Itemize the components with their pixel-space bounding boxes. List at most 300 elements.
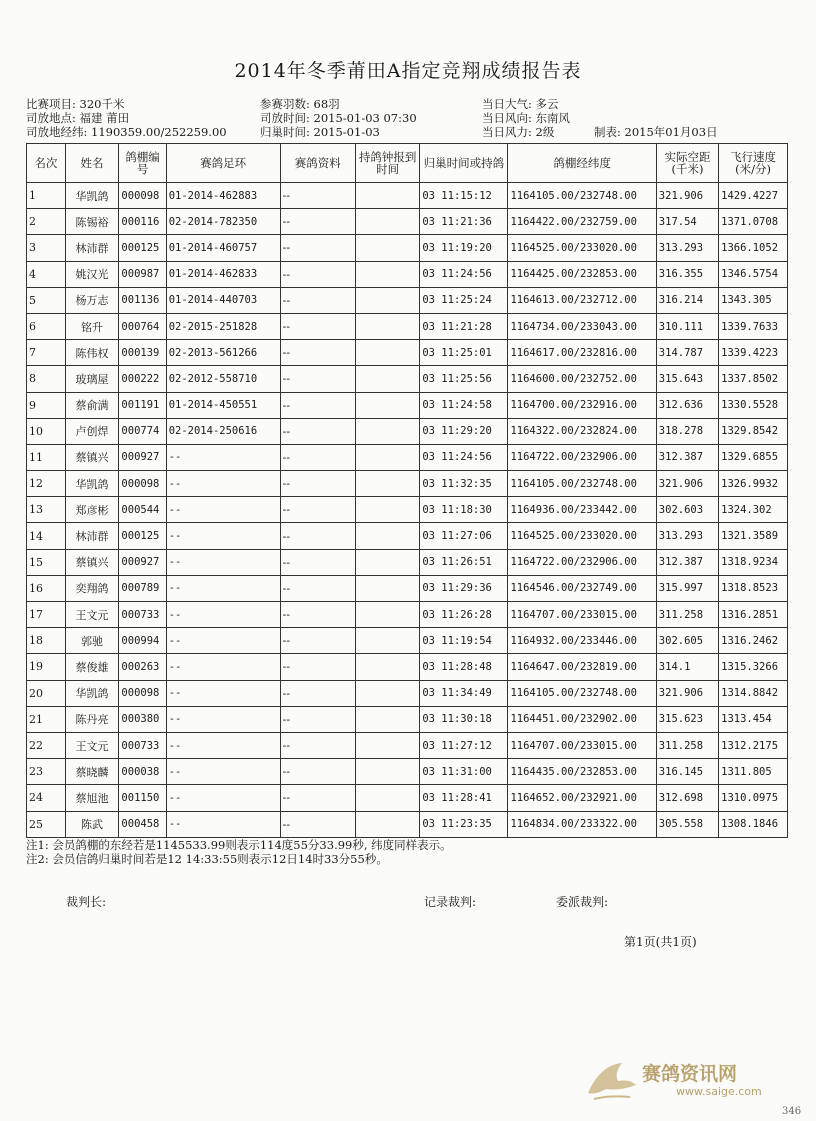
cell-rank: 16 [27, 575, 66, 601]
cell-info: -- [280, 444, 355, 470]
table-row [27, 628, 788, 654]
table-body [27, 183, 788, 838]
cell-coordinates: 1164613.00/232712.00 [508, 287, 656, 313]
cell-rank: 19 [27, 654, 66, 680]
cell-loft-id: 000789 [119, 575, 166, 601]
cell-arrival-time: 03 11:25:01 [420, 340, 508, 366]
cell-clock-time [355, 759, 419, 785]
cell-ring: -- [166, 444, 280, 470]
cell-info: -- [280, 183, 355, 209]
cell-distance: 321.906 [656, 183, 718, 209]
cell-rank: 14 [27, 523, 66, 549]
cell-loft-id: 000987 [119, 261, 166, 287]
cell-arrival-time: 03 11:32:35 [420, 471, 508, 497]
cell-info: -- [280, 654, 355, 680]
cell-name: 王文元 [65, 732, 119, 758]
cell-coordinates: 1164617.00/232816.00 [508, 340, 656, 366]
cell-info: -- [280, 209, 355, 235]
cell-rank: 25 [27, 811, 66, 837]
cell-rank: 20 [27, 680, 66, 706]
meta-column-race [26, 97, 227, 139]
cell-loft-id: 000733 [119, 602, 166, 628]
cell-coordinates: 1164722.00/232906.00 [508, 549, 656, 575]
cell-info: -- [280, 340, 355, 366]
header-name: 姓名 [65, 144, 119, 183]
cell-ring: -- [166, 471, 280, 497]
cell-rank: 12 [27, 471, 66, 497]
cell-ring: -- [166, 628, 280, 654]
cell-info: -- [280, 235, 355, 261]
cell-info: -- [280, 313, 355, 339]
cell-clock-time [355, 471, 419, 497]
cell-loft-id: 000733 [119, 732, 166, 758]
cell-speed: 1318.9234 [719, 549, 788, 575]
cell-loft-id: 000994 [119, 628, 166, 654]
cell-speed: 1330.5528 [719, 392, 788, 418]
cell-info: -- [280, 392, 355, 418]
watermark-url: www.saige.com [676, 1085, 762, 1098]
table-row [27, 392, 788, 418]
cell-ring: 02-2015-251828 [166, 313, 280, 339]
cell-name: 蔡旭池 [65, 785, 119, 811]
cell-name: 华凯鸽 [65, 471, 119, 497]
cell-rank: 17 [27, 602, 66, 628]
cell-rank: 2 [27, 209, 66, 235]
cell-name: 铭升 [65, 313, 119, 339]
cell-loft-id: 001136 [119, 287, 166, 313]
cell-speed: 1310.0975 [719, 785, 788, 811]
cell-info: -- [280, 732, 355, 758]
cell-name: 陈武 [65, 811, 119, 837]
cell-ring: -- [166, 575, 280, 601]
cell-distance: 315.997 [656, 575, 718, 601]
cell-name: 蔡俊雄 [65, 654, 119, 680]
cell-name: 姚汉光 [65, 261, 119, 287]
cell-rank: 22 [27, 732, 66, 758]
cell-info: -- [280, 785, 355, 811]
cell-ring: -- [166, 602, 280, 628]
cell-arrival-time: 03 11:19:54 [420, 628, 508, 654]
cell-speed: 1318.8523 [719, 575, 788, 601]
cell-coordinates: 1164525.00/233020.00 [508, 235, 656, 261]
cell-arrival-time: 03 11:29:20 [420, 418, 508, 444]
cell-clock-time [355, 392, 419, 418]
cell-speed: 1313.454 [719, 706, 788, 732]
cell-arrival-time: 03 11:21:28 [420, 313, 508, 339]
table-row [27, 235, 788, 261]
cell-rank: 9 [27, 392, 66, 418]
meta-return-date: 归巢时间: 2015-01-03 [260, 125, 380, 139]
cell-rank: 15 [27, 549, 66, 575]
cell-info: -- [280, 366, 355, 392]
cell-arrival-time: 03 11:30:18 [420, 706, 508, 732]
cell-arrival-time: 03 11:25:56 [420, 366, 508, 392]
cell-speed: 1366.1052 [719, 235, 788, 261]
cell-arrival-time: 03 11:24:56 [420, 261, 508, 287]
meta-made-date: 制表: 2015年01月03日 [594, 125, 718, 139]
cell-info: -- [280, 471, 355, 497]
cell-coordinates: 1164834.00/233322.00 [508, 811, 656, 837]
cell-clock-time [355, 418, 419, 444]
cell-arrival-time: 03 11:28:48 [420, 654, 508, 680]
cell-loft-id: 000927 [119, 444, 166, 470]
cell-coordinates: 1164435.00/232853.00 [508, 759, 656, 785]
cell-loft-id: 000098 [119, 471, 166, 497]
cell-rank: 18 [27, 628, 66, 654]
cell-ring: -- [166, 785, 280, 811]
cell-ring: 01-2014-462883 [166, 183, 280, 209]
cell-loft-id: 000380 [119, 706, 166, 732]
table-row [27, 313, 788, 339]
cell-rank: 23 [27, 759, 66, 785]
cell-arrival-time: 03 11:18:30 [420, 497, 508, 523]
cell-speed: 1371.0708 [719, 209, 788, 235]
cell-arrival-time: 03 11:34:49 [420, 680, 508, 706]
cell-name: 陈锡裕 [65, 209, 119, 235]
cell-coordinates: 1164105.00/232748.00 [508, 680, 656, 706]
cell-name: 郭驰 [65, 628, 119, 654]
meta-release-time: 司放时间: 2015-01-03 07:30 [260, 111, 417, 125]
pigeon-logo-icon [580, 1055, 640, 1105]
cell-loft-id: 000038 [119, 759, 166, 785]
cell-arrival-time: 03 11:27:06 [420, 523, 508, 549]
meta-release-location: 司放地点: 福建 莆田 [26, 111, 130, 125]
footnote-2: 注2: 会员信鸽归巢时间若是12 14:33:55则表示12日14时33分55秒。 [26, 852, 388, 866]
cell-loft-id: 000098 [119, 680, 166, 706]
cell-speed: 1339.7633 [719, 313, 788, 339]
watermark [580, 1055, 780, 1105]
cell-info: -- [280, 628, 355, 654]
table-row [27, 785, 788, 811]
cell-arrival-time: 03 11:19:20 [420, 235, 508, 261]
cell-loft-id: 000764 [119, 313, 166, 339]
header-arrival-time: 归巢时间或持鸽 [420, 144, 508, 183]
cell-arrival-time: 03 11:28:41 [420, 785, 508, 811]
cell-arrival-time: 03 11:21:36 [420, 209, 508, 235]
cell-speed: 1321.3589 [719, 523, 788, 549]
cell-coordinates: 1164932.00/233446.00 [508, 628, 656, 654]
cell-ring: 02-2012-558710 [166, 366, 280, 392]
report-title: 2014年冬季莆田A指定竞翔成绩报告表 [234, 60, 582, 82]
cell-coordinates: 1164322.00/232824.00 [508, 418, 656, 444]
cell-coordinates: 1164600.00/232752.00 [508, 366, 656, 392]
cell-clock-time [355, 313, 419, 339]
cell-distance: 314.1 [656, 654, 718, 680]
header-rank: 名次 [27, 144, 66, 183]
cell-info: -- [280, 759, 355, 785]
cell-clock-time [355, 261, 419, 287]
cell-coordinates: 1164546.00/232749.00 [508, 575, 656, 601]
meta-column-weather [482, 97, 570, 139]
cell-coordinates: 1164707.00/233015.00 [508, 602, 656, 628]
cell-distance: 305.558 [656, 811, 718, 837]
table-row [27, 811, 788, 837]
cell-clock-time [355, 654, 419, 680]
cell-distance: 312.636 [656, 392, 718, 418]
cell-loft-id: 000927 [119, 549, 166, 575]
cell-coordinates: 1164425.00/232853.00 [508, 261, 656, 287]
cell-ring: 01-2014-460757 [166, 235, 280, 261]
cell-info: -- [280, 287, 355, 313]
meta-race-distance: 比赛项目: 320千米 [26, 97, 125, 111]
cell-distance: 316.214 [656, 287, 718, 313]
cell-ring: 02-2014-250616 [166, 418, 280, 444]
cell-name: 陈丹亮 [65, 706, 119, 732]
cell-arrival-time: 03 11:24:58 [420, 392, 508, 418]
corner-number: 346 [782, 1106, 802, 1117]
cell-loft-id: 000139 [119, 340, 166, 366]
table-row [27, 680, 788, 706]
cell-name: 林沛群 [65, 523, 119, 549]
cell-loft-id: 001150 [119, 785, 166, 811]
cell-loft-id: 000222 [119, 366, 166, 392]
cell-coordinates: 1164652.00/232921.00 [508, 785, 656, 811]
header-coordinates: 鸽棚经纬度 [508, 144, 656, 183]
table-row [27, 654, 788, 680]
cell-loft-id: 000544 [119, 497, 166, 523]
cell-name: 蔡镇兴 [65, 549, 119, 575]
cell-ring: 01-2014-440703 [166, 287, 280, 313]
results-table [26, 143, 788, 838]
cell-loft-id: 000116 [119, 209, 166, 235]
cell-distance: 313.293 [656, 235, 718, 261]
cell-name: 杨万志 [65, 287, 119, 313]
meta-release-coordinates: 司放地经纬: 1190359.00/252259.00 [26, 125, 227, 139]
cell-distance: 302.605 [656, 628, 718, 654]
cell-info: -- [280, 680, 355, 706]
cell-speed: 1429.4227 [719, 183, 788, 209]
table-row [27, 575, 788, 601]
table-row [27, 261, 788, 287]
cell-rank: 24 [27, 785, 66, 811]
cell-info: -- [280, 418, 355, 444]
cell-distance: 311.258 [656, 602, 718, 628]
cell-arrival-time: 03 11:26:51 [420, 549, 508, 575]
cell-distance: 316.355 [656, 261, 718, 287]
table-row [27, 732, 788, 758]
cell-distance: 310.111 [656, 313, 718, 339]
cell-rank: 7 [27, 340, 66, 366]
cell-coordinates: 1164422.00/232759.00 [508, 209, 656, 235]
cell-rank: 13 [27, 497, 66, 523]
cell-info: -- [280, 602, 355, 628]
cell-clock-time [355, 811, 419, 837]
cell-clock-time [355, 209, 419, 235]
cell-name: 王文元 [65, 602, 119, 628]
cell-name: 陈伟权 [65, 340, 119, 366]
table-row [27, 366, 788, 392]
table-row [27, 602, 788, 628]
cell-arrival-time: 03 11:26:28 [420, 602, 508, 628]
cell-distance: 315.643 [656, 366, 718, 392]
cell-speed: 1346.5754 [719, 261, 788, 287]
meta-column-time [260, 97, 417, 139]
cell-name: 华凯鸽 [65, 183, 119, 209]
meta-wind-direction: 当日风向: 东南风 [482, 111, 571, 125]
cell-distance: 312.387 [656, 549, 718, 575]
header-ring: 赛鸽足环 [166, 144, 280, 183]
table-row [27, 287, 788, 313]
cell-clock-time [355, 183, 419, 209]
cell-name: 华凯鸽 [65, 680, 119, 706]
cell-rank: 11 [27, 444, 66, 470]
cell-info: -- [280, 575, 355, 601]
cell-rank: 3 [27, 235, 66, 261]
cell-info: -- [280, 706, 355, 732]
cell-rank: 6 [27, 313, 66, 339]
cell-speed: 1329.8542 [719, 418, 788, 444]
cell-speed: 1314.8842 [719, 680, 788, 706]
cell-loft-id: 000774 [119, 418, 166, 444]
cell-arrival-time: 03 11:24:56 [420, 444, 508, 470]
cell-loft-id: 000125 [119, 235, 166, 261]
cell-speed: 1329.6855 [719, 444, 788, 470]
cell-rank: 21 [27, 706, 66, 732]
cell-clock-time [355, 785, 419, 811]
table-row [27, 471, 788, 497]
cell-clock-time [355, 444, 419, 470]
table-row [27, 706, 788, 732]
cell-speed: 1316.2462 [719, 628, 788, 654]
table-row [27, 340, 788, 366]
cell-clock-time [355, 235, 419, 261]
table-row [27, 549, 788, 575]
cell-coordinates: 1164707.00/233015.00 [508, 732, 656, 758]
cell-arrival-time: 03 11:25:24 [420, 287, 508, 313]
table-row [27, 418, 788, 444]
cell-coordinates: 1164700.00/232916.00 [508, 392, 656, 418]
cell-coordinates: 1164105.00/232748.00 [508, 183, 656, 209]
table-row [27, 183, 788, 209]
cell-name: 蔡晓麟 [65, 759, 119, 785]
table-header-row [27, 144, 788, 183]
cell-clock-time [355, 523, 419, 549]
cell-rank: 8 [27, 366, 66, 392]
cell-coordinates: 1164647.00/232819.00 [508, 654, 656, 680]
cell-clock-time [355, 549, 419, 575]
table-row [27, 497, 788, 523]
cell-clock-time [355, 732, 419, 758]
header-clock-time: 持鸽钟报到时间 [355, 144, 419, 183]
cell-name: 卢创焊 [65, 418, 119, 444]
cell-name: 郑彦彬 [65, 497, 119, 523]
cell-speed: 1316.2851 [719, 602, 788, 628]
cell-ring: -- [166, 811, 280, 837]
watermark-text: 赛鸽资讯网 [642, 1063, 738, 1085]
cell-ring: -- [166, 549, 280, 575]
cell-distance: 311.258 [656, 732, 718, 758]
cell-clock-time [355, 287, 419, 313]
cell-arrival-time: 03 11:15:12 [420, 183, 508, 209]
cell-distance: 312.387 [656, 444, 718, 470]
cell-clock-time [355, 706, 419, 732]
cell-loft-id: 001191 [119, 392, 166, 418]
footnote-1: 注1: 会员鸽棚的东经若是1145533.99则表示114度55分33.99秒, 纬度同样表示。 [26, 838, 452, 852]
cell-ring: -- [166, 759, 280, 785]
cell-distance: 302.603 [656, 497, 718, 523]
cell-rank: 1 [27, 183, 66, 209]
cell-coordinates: 1164525.00/233020.00 [508, 523, 656, 549]
footnotes [26, 838, 452, 866]
cell-loft-id: 000458 [119, 811, 166, 837]
cell-info: -- [280, 549, 355, 575]
cell-speed: 1311.805 [719, 759, 788, 785]
meta-entry-count: 参赛羽数: 68羽 [260, 97, 340, 111]
table-row [27, 444, 788, 470]
cell-speed: 1326.9932 [719, 471, 788, 497]
header-distance: 实际空距(千米) [656, 144, 718, 183]
cell-name: 林沛群 [65, 235, 119, 261]
cell-rank: 5 [27, 287, 66, 313]
cell-ring: -- [166, 497, 280, 523]
cell-coordinates: 1164451.00/232902.00 [508, 706, 656, 732]
signature-recording-referee: 记录裁判: [424, 895, 477, 909]
cell-name: 蔡俞满 [65, 392, 119, 418]
cell-ring: -- [166, 732, 280, 758]
page-indicator: 第1页(共1页) [624, 935, 697, 949]
cell-ring: -- [166, 654, 280, 680]
cell-info: -- [280, 497, 355, 523]
cell-speed: 1324.302 [719, 497, 788, 523]
cell-speed: 1312.2175 [719, 732, 788, 758]
cell-speed: 1308.1846 [719, 811, 788, 837]
cell-coordinates: 1164105.00/232748.00 [508, 471, 656, 497]
cell-clock-time [355, 497, 419, 523]
cell-speed: 1339.4223 [719, 340, 788, 366]
cell-ring: 02-2013-561266 [166, 340, 280, 366]
cell-coordinates: 1164722.00/232906.00 [508, 444, 656, 470]
cell-coordinates: 1164936.00/233442.00 [508, 497, 656, 523]
cell-name: 奕翔鸽 [65, 575, 119, 601]
cell-clock-time [355, 340, 419, 366]
cell-distance: 316.145 [656, 759, 718, 785]
cell-arrival-time: 03 11:27:12 [420, 732, 508, 758]
cell-name: 玻璃屋 [65, 366, 119, 392]
table-row [27, 209, 788, 235]
cell-rank: 4 [27, 261, 66, 287]
cell-distance: 321.906 [656, 680, 718, 706]
cell-clock-time [355, 602, 419, 628]
cell-speed: 1337.8502 [719, 366, 788, 392]
cell-info: -- [280, 523, 355, 549]
table-row [27, 759, 788, 785]
meta-weather: 当日大气: 多云 [482, 97, 559, 111]
cell-ring: -- [166, 706, 280, 732]
cell-name: 蔡镇兴 [65, 444, 119, 470]
cell-distance: 314.787 [656, 340, 718, 366]
cell-arrival-time: 03 11:23:35 [420, 811, 508, 837]
cell-arrival-time: 03 11:29:36 [420, 575, 508, 601]
cell-coordinates: 1164734.00/233043.00 [508, 313, 656, 339]
cell-arrival-time: 03 11:31:00 [420, 759, 508, 785]
cell-distance: 313.293 [656, 523, 718, 549]
cell-distance: 312.698 [656, 785, 718, 811]
cell-speed: 1315.3266 [719, 654, 788, 680]
cell-rank: 10 [27, 418, 66, 444]
cell-speed: 1343.305 [719, 287, 788, 313]
signature-delegated-referee: 委派裁判: [556, 895, 609, 909]
header-speed: 飞行速度(米/分) [719, 144, 788, 183]
cell-loft-id: 000263 [119, 654, 166, 680]
cell-clock-time [355, 366, 419, 392]
cell-loft-id: 000098 [119, 183, 166, 209]
cell-distance: 315.623 [656, 706, 718, 732]
cell-ring: -- [166, 523, 280, 549]
cell-distance: 321.906 [656, 471, 718, 497]
signature-chief-referee: 裁判长: [66, 895, 107, 909]
cell-clock-time [355, 680, 419, 706]
cell-loft-id: 000125 [119, 523, 166, 549]
